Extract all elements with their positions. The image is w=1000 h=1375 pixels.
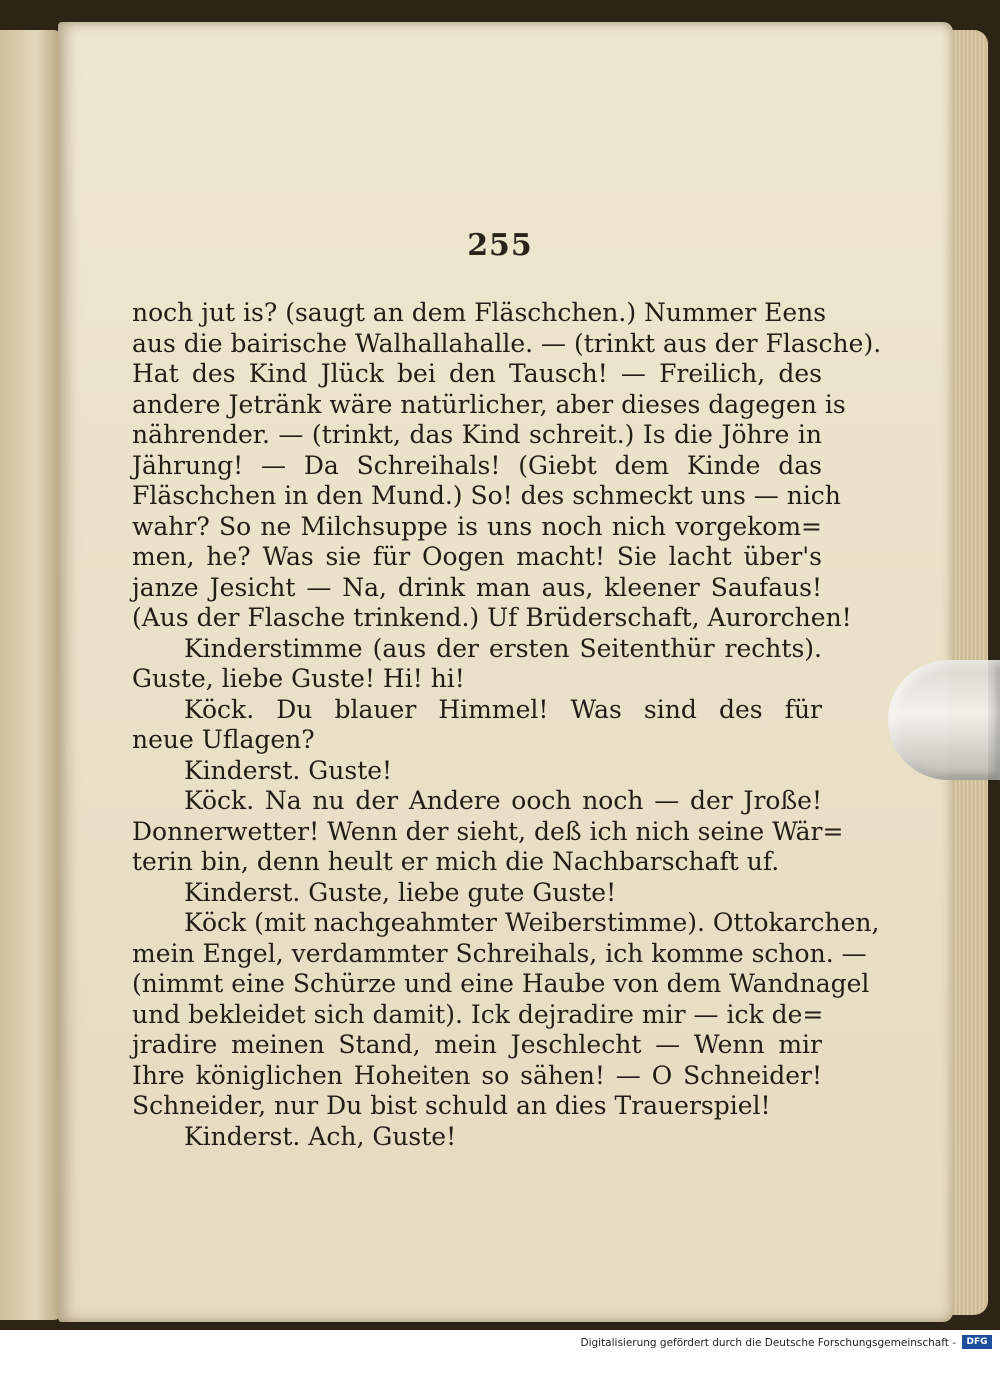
text-line: aus die bairische Walhallahalle. — (trinkt aus der Flasche). xyxy=(132,328,882,358)
footer-credit: Digitalisierung gefördert durch die Deutsche Forschungsgemeinschaft - xyxy=(580,1337,956,1349)
text-line: Kinderst. Guste! xyxy=(184,755,393,785)
text-line: Schneider, nur Du bist schuld an dies Trauerspiel! xyxy=(132,1091,771,1120)
page-clip xyxy=(888,660,1000,780)
text-line: terin bin, denn heult er mich die Nachbarschaft uf. xyxy=(132,847,780,876)
text-line: Hat des Kind Jlück bei den Tausch! — Freilich, des xyxy=(132,359,822,388)
text-line: Donnerwetter! Wenn der sieht, deß ich nich seine Wär= xyxy=(132,816,844,846)
text-line: janze Jesicht — Na, drink man aus, kleener Saufaus! xyxy=(132,572,822,602)
text-line: neue Uflagen? xyxy=(132,725,315,754)
text-line: Köck. Na nu der Andere ooch noch — der Jroße! xyxy=(184,786,822,815)
text-line: Kinderst. Ach, Guste! xyxy=(184,1121,457,1151)
text-line: (Aus der Flasche trinkend.) Uf Brüderschaft, Aurorchen! xyxy=(132,603,852,632)
text-line: Fläschchen in den Mund.) So! des schmeckt uns — nich xyxy=(132,481,841,510)
text-line: Kinderst. Guste, liebe gute Guste! xyxy=(184,877,617,907)
text-line: mein Engel, verdammter Schreihals, ich komme schon. — xyxy=(132,938,867,968)
facing-page-edge xyxy=(0,30,60,1320)
page-text xyxy=(132,298,882,1152)
text-line: Jährung! — Da Schreihals! (Giebt dem Kinde das xyxy=(132,450,822,480)
dfg-logo: DFG xyxy=(962,1335,992,1349)
text-line: und bekleidet sich damit). Ick dejradire mir — ick de= xyxy=(132,999,824,1029)
text-line: wahr? So ne Milchsuppe is uns noch nich vorgekom= xyxy=(132,511,822,541)
text-line: nährender. — (trinkt, das Kind schreit.) Is die Jöhre in xyxy=(132,420,822,449)
page-number: 255 xyxy=(467,228,533,263)
text-line: jradire meinen Stand, mein Jeschlecht — Wenn mir xyxy=(132,1030,822,1059)
text-line: (nimmt eine Schürze und eine Haube von dem Wandnagel xyxy=(132,969,870,998)
text-line: Guste, liebe Guste! Hi! hi! xyxy=(132,664,465,693)
text-line: noch jut is? (saugt an dem Fläschchen.) Nummer Eens xyxy=(132,298,827,327)
text-line: men, he? Was sie für Oogen macht! Sie lacht über's xyxy=(132,542,822,571)
text-line: Köck. Du blauer Himmel! Was sind des für xyxy=(184,694,822,724)
text-line: Köck (mit nachgeahmter Weiberstimme). Ottokarchen, xyxy=(184,908,880,937)
text-line: Ihre königlichen Hoheiten so sähen! — O Schneider! xyxy=(132,1060,822,1090)
text-line: Kinderstimme (aus der ersten Seitenthür rechts). xyxy=(184,633,822,663)
text-line: andere Jetränk wäre natürlicher, aber dieses dagegen is xyxy=(132,389,846,419)
